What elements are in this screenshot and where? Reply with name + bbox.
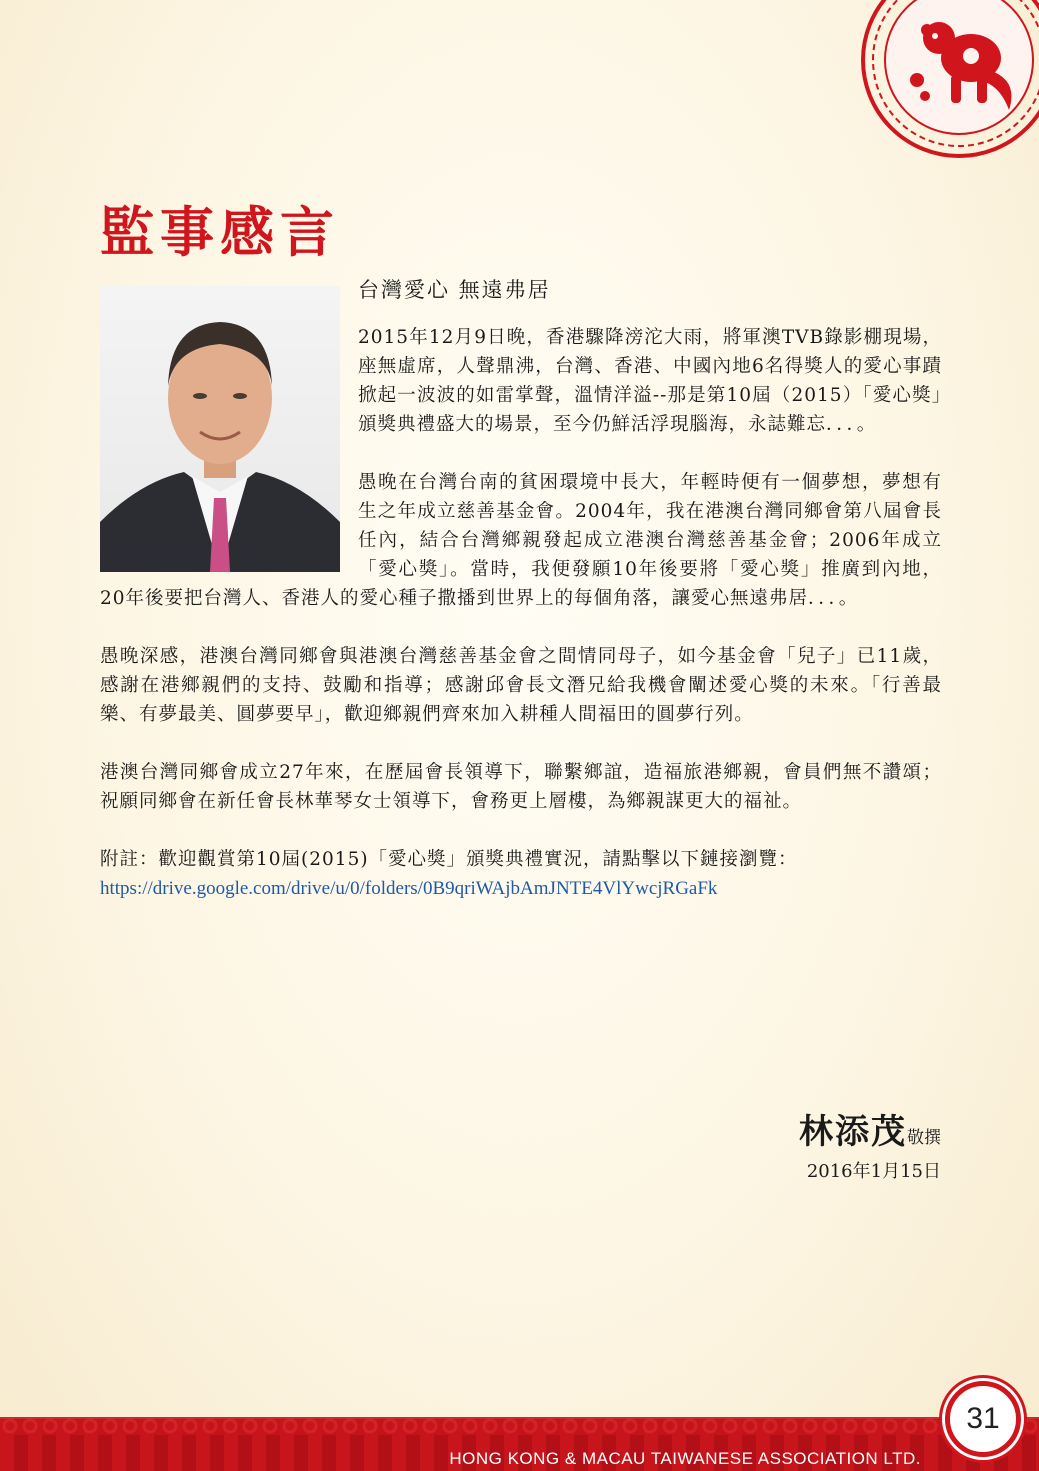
signature-name: 林添茂 <box>799 1112 907 1152</box>
page-title: 監事感言 <box>100 200 340 264</box>
note-text: 附註：歡迎觀賞第10屆(2015)「愛心獎」頒獎典禮實況，請點擊以下鏈接瀏覽： <box>100 849 798 870</box>
paragraph-1: 2015年12月9日晚，香港驟降滂沱大雨，將軍澳TVB錄影棚現場，座無虛席，人聲鼎沸，台灣、香港、中國內地6名得獎人的愛心事蹟掀起一波波的如雷掌聲，溫情洋溢--那是第10屆（2015）「愛心獎」頒獎典禮盛大的場景，至今仍鮮活浮現腦海，永誌難忘．．．。 <box>358 327 942 435</box>
footer-association: HONG KONG & MACAU TAIWANESE ASSOCIATION LTD. <box>449 1449 921 1468</box>
signature-block <box>799 1104 941 1183</box>
monkey-papercut-seal-icon <box>859 0 1039 160</box>
footer-pattern <box>0 1417 1039 1435</box>
page-number: 31 <box>945 1381 1021 1457</box>
paragraph-3: 愚晚深感，港澳台灣同鄉會與港澳台灣慈善基金會之間情同母子，如今基金會「兒子」已11歲，感謝在港鄉親們的支持、鼓勵和指導；感謝邱會長文潛兄給我機會闡述愛心獎的未來。「行善最樂、有夢最美、圓夢要早」，歡迎鄉親們齊來加入耕種人間福田的圓夢行列。 <box>100 646 942 725</box>
video-link[interactable]: https://drive.google.com/drive/u/0/folders/0B9qriWAjbAmJNTE4VlYwcjRGaFk <box>100 878 718 899</box>
article-body <box>100 276 942 932</box>
signature-suffix: 敬撰 <box>907 1128 941 1148</box>
paragraph-4: 港澳台灣同鄉會成立27年來，在歷屆會長領導下，聯繫鄉誼，造福旅港鄉親，會員們無不讚頌；祝願同鄉會在新任會長林華琴女士領導下，會務更上層樓，為鄉親謀更大的福祉。 <box>100 762 942 812</box>
signature-date: 2016年1月15日 <box>806 1161 941 1182</box>
article-subtitle: 台灣愛心 無遠弗居 <box>358 278 551 302</box>
paragraph-2: 愚晚在台灣台南的貧困環境中長大，年輕時便有一個夢想，夢想有生之年成立慈善基金會。2004年，我在港澳台灣同鄉會第八屆會長任內，結合台灣鄉親發起成立港澳台灣慈善基金會；2006年成立「愛心獎」。當時，我便發願10年後要將「愛心獎」推廣到內地，20年後要把台灣人、香港人的愛心種子撒播到世界上的每個角落，讓愛心無遠弗居．．．。 <box>100 472 942 609</box>
